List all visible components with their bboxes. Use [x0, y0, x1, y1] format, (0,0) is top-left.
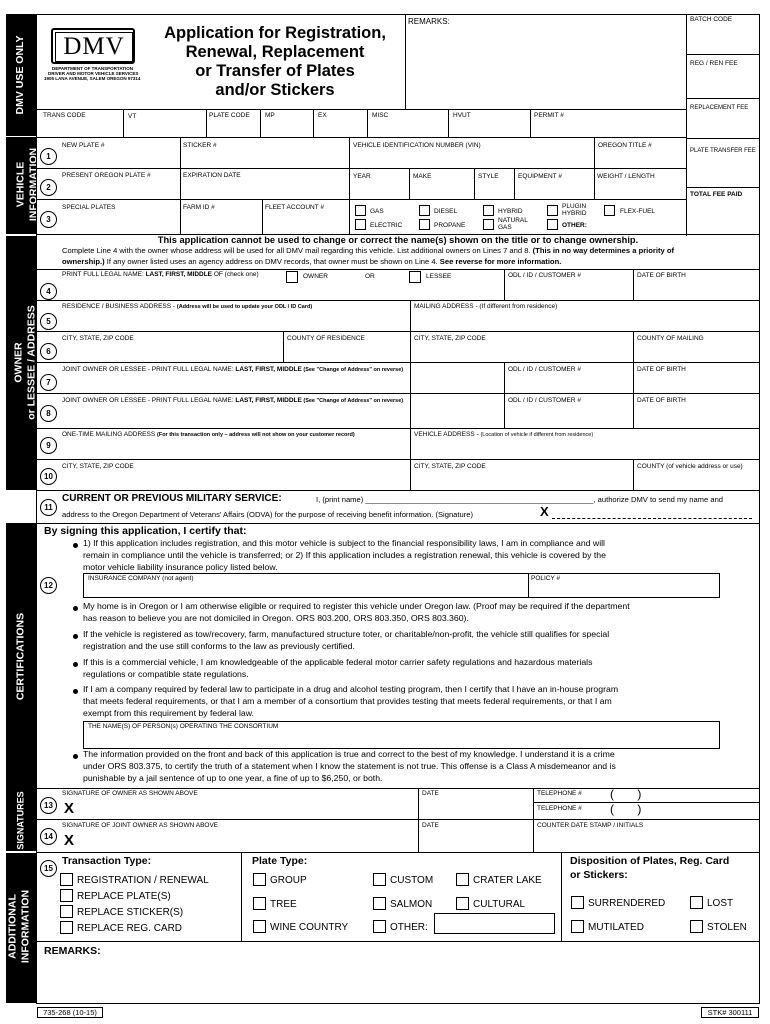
- county-mailing-label: COUNTY OF MAILING: [637, 335, 704, 342]
- special-plates-label: SPECIAL PLATES: [62, 204, 116, 211]
- title-line-4: and/or Stickers: [215, 81, 335, 99]
- dob-label-line4: DATE OF BIRTH: [637, 272, 686, 279]
- title-line-1: Application for Registration,: [164, 24, 386, 42]
- telephone-label-1: TELEPHONE #: [537, 790, 582, 797]
- pt-other-label: OTHER:: [390, 922, 428, 933]
- joint-date-label: DATE: [422, 822, 439, 829]
- bullet-3: [73, 634, 78, 639]
- side-label-certifications: CERTIFICATIONS: [14, 612, 27, 701]
- pt-cultural-label: CULTURAL: [473, 899, 526, 910]
- fuel-hybrid-label: HYBRID: [498, 208, 523, 215]
- cert-bullet-3-line-2: registration and the use still conforms to the law as previously certified.: [83, 641, 355, 651]
- side-label-information: INFORMATION: [27, 147, 40, 222]
- fuel-flex-checkbox[interactable]: [604, 205, 615, 216]
- ex-label: EX: [318, 112, 327, 119]
- fuel-hybrid-checkbox[interactable]: [483, 205, 494, 216]
- side-label-additional: ADDITIONAL: [6, 894, 19, 959]
- title-line-3: or Transfer of Plates: [195, 62, 355, 80]
- additional-remarks-label: REMARKS:: [44, 945, 101, 957]
- side-label-signatures: SIGNATURES: [15, 791, 26, 850]
- hvut-label: HVUT: [453, 112, 471, 119]
- farm-id-label: FARM ID #: [183, 204, 215, 211]
- one-time-mailing-label: ONE-TIME MAILING ADDRESS (For this transaction only – address will not show on your customer record): [62, 431, 355, 438]
- dmv-logo-text: DMV: [55, 32, 133, 62]
- pt-wine-country-checkbox[interactable]: [253, 920, 266, 933]
- pt-crater-lake-label: CRATER LAKE: [473, 875, 542, 886]
- vin-label: VEHICLE IDENTIFICATION NUMBER (VIN): [353, 142, 481, 149]
- dmv-logo: [51, 28, 135, 64]
- disposition-heading-2: or Stickers:: [570, 869, 628, 881]
- tt-replace-plates-label: REPLACE PLATE(S): [77, 891, 171, 902]
- military-heading: CURRENT OR PREVIOUS MILITARY SERVICE:: [62, 493, 282, 504]
- insurance-company-label: INSURANCE COMPANY (not agent): [88, 575, 194, 582]
- pt-tree-checkbox[interactable]: [253, 897, 266, 910]
- fuel-diesel-checkbox[interactable]: [419, 205, 430, 216]
- weight-length-label: WEIGHT / LENGTH: [597, 173, 655, 180]
- cert-bullet-5-line-2: that meets federal requirements, or that I am a member of a consortium that provides testing that meets federal requirements, or that I am: [83, 696, 612, 706]
- misc-label: MISC: [372, 112, 389, 119]
- fuel-plugin-hybrid-label: HYBRID: [562, 210, 587, 217]
- residence-address-label: RESIDENCE / BUSINESS ADDRESS - (Address will be used to update your ODL / ID Card): [62, 303, 313, 310]
- pt-group-checkbox[interactable]: [253, 873, 266, 886]
- cert-bullet-2-line-1: My home is in Oregon or I am otherwise eligible or required to register this vehicle under Oregon law. (Proof may be required if the department: [83, 601, 630, 611]
- owner-signature-x: X: [64, 800, 75, 817]
- lessee-option-label: LESSEE: [426, 273, 452, 280]
- stk-number: STK# 300111: [701, 1007, 759, 1018]
- tt-registration-checkbox[interactable]: [60, 873, 73, 886]
- title-line-2: Renewal, Replacement: [185, 43, 365, 61]
- fuel-flex-label: FLEX-FUEL: [620, 208, 656, 215]
- odl-label-line7: ODL / ID / CUSTOMER #: [508, 366, 581, 373]
- plate-code-label: PLATE CODE: [209, 112, 250, 119]
- military-line-2: address to the Oregon Department of Veterans' Affairs (ODVA) for the purpose of receiving benefit information. (Signature): [62, 510, 474, 519]
- tt-replace-card-label: REPLACE REG. CARD: [77, 923, 183, 934]
- consortium-label: THE NAME(S) OF PERSON(s) OPERATING THE CONSORTIUM: [88, 723, 279, 730]
- policy-label: POLICY #: [531, 575, 561, 582]
- fuel-other-label: OTHER:: [562, 222, 587, 229]
- city-state-zip-label-6a: CITY, STATE, ZIP CODE: [62, 335, 134, 342]
- bullet-5: [73, 689, 78, 694]
- pt-salmon-checkbox[interactable]: [373, 897, 386, 910]
- form-number: 735-268 (10-15): [37, 1007, 103, 1018]
- cert-bullet-1-line-1: 1) If this application includes registration, and this motor vehicle is subject to the financial responsibility laws, I am in compliance and will: [83, 538, 605, 548]
- print-name-label: PRINT FULL LEGAL NAME: LAST, FIRST, MIDDLE OF (check one): [62, 271, 259, 278]
- expiration-date-label: EXPIRATION DATE: [183, 172, 241, 179]
- cert-bullet-5-line-1: If I am a company required by federal law to participate in a drug and alcohol testing program, then I certify that I have an in-house program: [83, 684, 619, 694]
- military-signature-line[interactable]: [552, 518, 752, 519]
- cert-bullet-6-line-1: The information provided on the front and back of this application is true and correct to the best of my knowledge. I understand it is a crime: [83, 749, 615, 759]
- dept-line-3: 1905 LANA AVENUE, SALEM OREGON 97314: [44, 76, 141, 81]
- d-stolen-label: STOLEN: [707, 922, 747, 933]
- permit-label: PERMIT #: [534, 112, 564, 119]
- pt-tree-label: TREE: [270, 899, 297, 910]
- county-vehicle-label: COUNTY (of vehicle address or use): [637, 463, 743, 470]
- line-number-12: 12: [40, 577, 57, 594]
- owner-date-label: DATE: [422, 790, 439, 797]
- bullet-4: [73, 662, 78, 667]
- military-line-1: I, (print name) ______________________________________________________, authorize DMV to send my name and: [316, 495, 724, 504]
- sticker-label: STICKER #: [183, 142, 217, 149]
- cert-bullet-2-line-2: has reason to believe you are not domiciled in Oregon. ORS 803.200, ORS 803.350, ORS 803.360).: [83, 613, 469, 623]
- ownership-warning: This application cannot be used to change or correct the name(s) shown on the title or to change ownership.: [157, 235, 639, 245]
- disposition-heading-1: Disposition of Plates, Reg. Card: [570, 855, 730, 867]
- pt-salmon-label: SALMON: [390, 899, 433, 910]
- batch-code-label: BATCH CODE: [690, 16, 733, 23]
- pt-group-label: GROUP: [270, 875, 307, 886]
- side-label-owner: OWNER: [12, 342, 25, 383]
- line-number-2: 2: [40, 179, 57, 196]
- fuel-natural-label: NATURAL: [498, 217, 528, 224]
- owner-instructions-line-2: ownership.) If any owner listed uses an agency address on DMV records, that owner must be shown on Line 4. See reverse for more information.: [62, 257, 562, 266]
- fuel-natural-gas-label: GAS: [498, 224, 512, 231]
- fuel-other-checkbox[interactable]: [547, 219, 558, 230]
- fuel-plugin-label: PLUGIN: [562, 203, 587, 210]
- d-lost-label: LOST: [707, 898, 734, 909]
- d-mutilated-checkbox[interactable]: [571, 920, 584, 933]
- line-number-13: 13: [40, 797, 57, 814]
- line-number-8: 8: [40, 405, 57, 422]
- fuel-electric-label: ELECTRIC: [370, 222, 403, 229]
- telephone-1-parens[interactable]: ( ): [610, 787, 642, 801]
- joint-owner-label-7: JOINT OWNER OR LESSEE - PRINT FULL LEGAL NAME: LAST, FIRST, MIDDLE (See "Change of Address" on reverse): [62, 366, 404, 373]
- d-stolen-checkbox[interactable]: [690, 920, 703, 933]
- fuel-propane-label: PROPANE: [434, 222, 466, 229]
- make-label: MAKE: [413, 173, 432, 180]
- form-title: [150, 24, 400, 100]
- joint-owner-label-8: JOINT OWNER OR LESSEE - PRINT FULL LEGAL NAME: LAST, FIRST, MIDDLE (See "Change of Address" on reverse): [62, 397, 404, 404]
- oregon-title-label: OREGON TITLE #: [598, 142, 652, 149]
- tt-replace-sticker-checkbox[interactable]: [60, 905, 73, 918]
- line-number-15: 15: [40, 860, 57, 877]
- certifications-heading: By signing this application, I certify that:: [44, 525, 247, 537]
- side-label-vehicle: VEHICLE: [14, 161, 27, 208]
- line-number-4: 4: [40, 283, 57, 300]
- city-state-zip-label-10b: CITY, STATE, ZIP CODE: [414, 463, 486, 470]
- line-number-7: 7: [40, 374, 57, 391]
- fuel-propane-checkbox[interactable]: [419, 219, 430, 230]
- lessee-checkbox[interactable]: [409, 271, 421, 283]
- additional-remarks-field[interactable]: [110, 944, 755, 1000]
- mailing-address-label: MAILING ADDRESS - (If different from residence): [414, 303, 558, 310]
- cert-bullet-1-line-3: motor vehicle liability insurance policy listed below.: [83, 562, 278, 572]
- owner-signature-label: SIGNATURE OF OWNER AS SHOWN ABOVE: [62, 790, 198, 797]
- vt-label: VT: [128, 113, 137, 120]
- pt-other-checkbox[interactable]: [373, 920, 386, 933]
- owner-checkbox[interactable]: [286, 271, 298, 283]
- line-number-3: 3: [40, 211, 57, 228]
- cert-bullet-6-line-2: under ORS 803.375, to certify the truth of a statement when I know the statement is not true. This offense is a Class A misdemeanor and is: [83, 761, 616, 771]
- telephone-label-2: TELEPHONE #: [537, 805, 582, 812]
- bullet-2: [73, 606, 78, 611]
- counter-stamp-label: COUNTER DATE STAMP / INITIALS: [537, 822, 644, 829]
- pt-wine-country-label: WINE COUNTRY: [270, 922, 349, 933]
- joint-owner-signature-field[interactable]: [80, 832, 415, 850]
- tt-replace-card-checkbox[interactable]: [60, 921, 73, 934]
- joint-owner-signature-x: X: [64, 832, 75, 849]
- fuel-diesel-label: DIESEL: [434, 208, 458, 215]
- cert-bullet-4-line-2: regulations or compatible state regulations.: [83, 669, 249, 679]
- owner-option-label: OWNER: [303, 273, 328, 280]
- pt-custom-checkbox[interactable]: [373, 873, 386, 886]
- mp-label: MP: [265, 112, 275, 119]
- side-label-dmv-use-only: DMV USE ONLY: [14, 35, 26, 115]
- pt-custom-label: CUSTOM: [390, 875, 434, 886]
- bullet-6: [73, 754, 78, 759]
- fuel-plugin-hybrid-checkbox[interactable]: [547, 205, 558, 216]
- fuel-gas-checkbox[interactable]: [355, 205, 366, 216]
- cert-bullet-4-line-1: If this is a commercial vehicle, I am knowledgeable of the applicable federal motor carrier safety regulations and hazardous materials: [83, 657, 593, 667]
- line-number-1: 1: [40, 148, 57, 165]
- owner-signature-field[interactable]: [80, 800, 415, 818]
- pt-other-field[interactable]: [434, 913, 555, 934]
- cert-bullet-1-line-2: remain in compliance until the vehicle is transferred; or 2) If this application includes a registration renewal, this vehicle is covered by the: [83, 550, 606, 560]
- fuel-gas-label: GAS: [370, 208, 384, 215]
- tt-replace-sticker-label: REPLACE STICKER(S): [77, 907, 184, 918]
- present-plate-label: PRESENT OREGON PLATE #: [62, 172, 151, 179]
- or-label: OR: [365, 273, 375, 280]
- line-number-10: 10: [40, 468, 57, 485]
- dob-label-line7: DATE OF BIRTH: [637, 366, 686, 373]
- cert-bullet-6-line-3: punishable by a jail sentence of up to one year, a fine of up to $6,250, or both.: [83, 773, 383, 783]
- dept-line-1: DEPARTMENT OF TRANSPORTATION: [52, 66, 133, 71]
- line-number-11: 11: [40, 499, 57, 516]
- dob-label-line8: DATE OF BIRTH: [637, 397, 686, 404]
- dept-line-2: DRIVER AND MOTOR VEHICLE SERVICES: [48, 71, 139, 76]
- joint-owner-signature-label: SIGNATURE OF JOINT OWNER AS SHOWN ABOVE: [62, 822, 219, 829]
- fuel-electric-checkbox[interactable]: [355, 219, 366, 230]
- year-label: YEAR: [353, 173, 371, 180]
- telephone-2-parens[interactable]: ( ): [610, 802, 642, 816]
- remarks-dmv-label: REMARKS:: [408, 17, 450, 26]
- transaction-type-heading: Transaction Type:: [62, 855, 152, 867]
- bullet-1: [73, 543, 78, 548]
- line-number-5: 5: [40, 313, 57, 330]
- odl-label-line4: ODL / ID / CUSTOMER #: [508, 272, 581, 279]
- plate-type-heading: Plate Type:: [252, 855, 308, 867]
- city-state-zip-label-6b: CITY, STATE, ZIP CODE: [414, 335, 486, 342]
- county-residence-label: COUNTY OF RESIDENCE: [287, 335, 365, 342]
- tt-replace-plates-checkbox[interactable]: [60, 889, 73, 902]
- fleet-account-label: FLEET ACCOUNT #: [265, 204, 324, 211]
- d-surrendered-checkbox[interactable]: [571, 896, 584, 909]
- remarks-dmv-field[interactable]: [406, 28, 686, 108]
- side-label-lessee-address: or LESSEE / ADDRESS: [25, 305, 38, 420]
- military-signature-x: X: [540, 504, 549, 519]
- reg-ren-fee-label: REG / REN FEE: [690, 60, 738, 67]
- tt-registration-label: REGISTRATION / RENEWAL: [77, 875, 209, 886]
- plate-transfer-fee-label: PLATE TRANSFER FEE: [690, 148, 756, 154]
- pt-crater-lake-checkbox[interactable]: [456, 873, 469, 886]
- cert-bullet-3-line-1: If the vehicle is registered as tow/recovery, farm, manufactured structure toter, or charitable/non-profit, the vehicle still qualifies for special: [83, 629, 610, 639]
- vehicle-address-label: VEHICLE ADDRESS - (Location of vehicle if different from residence): [414, 431, 594, 438]
- new-plate-label: NEW PLATE #: [62, 142, 105, 149]
- equipment-label: EQUIPMENT #: [518, 173, 562, 180]
- city-state-zip-label-10a: CITY, STATE, ZIP CODE: [62, 463, 134, 470]
- style-label: STYLE: [478, 173, 499, 180]
- line-number-6: 6: [40, 343, 57, 360]
- pt-cultural-checkbox[interactable]: [456, 897, 469, 910]
- side-label-information-2: INFORMATION: [19, 889, 32, 964]
- line-number-9: 9: [40, 437, 57, 454]
- total-fee-paid-label: TOTAL FEE PAID: [690, 191, 743, 198]
- d-mutilated-label: MUTILATED: [588, 922, 644, 933]
- cert-bullet-5-line-3: exempt from this requirement by federal law.: [83, 708, 254, 718]
- d-lost-checkbox[interactable]: [690, 896, 703, 909]
- replacement-fee-label: REPLACEMENT FEE: [690, 105, 749, 111]
- owner-instructions-line-1: Complete Line 4 with the owner whose address will be used for all DMV mail regarding this vehicle. List additional owners on Lines 7 and 8. (This in no way determines a priority of: [62, 246, 675, 255]
- fuel-natural-gas-checkbox[interactable]: [483, 219, 494, 230]
- trans-code-label: TRANS CODE: [43, 112, 86, 119]
- d-surrendered-label: SURRENDERED: [588, 898, 666, 909]
- line-number-14: 14: [40, 828, 57, 845]
- odl-label-line8: ODL / ID / CUSTOMER #: [508, 397, 581, 404]
